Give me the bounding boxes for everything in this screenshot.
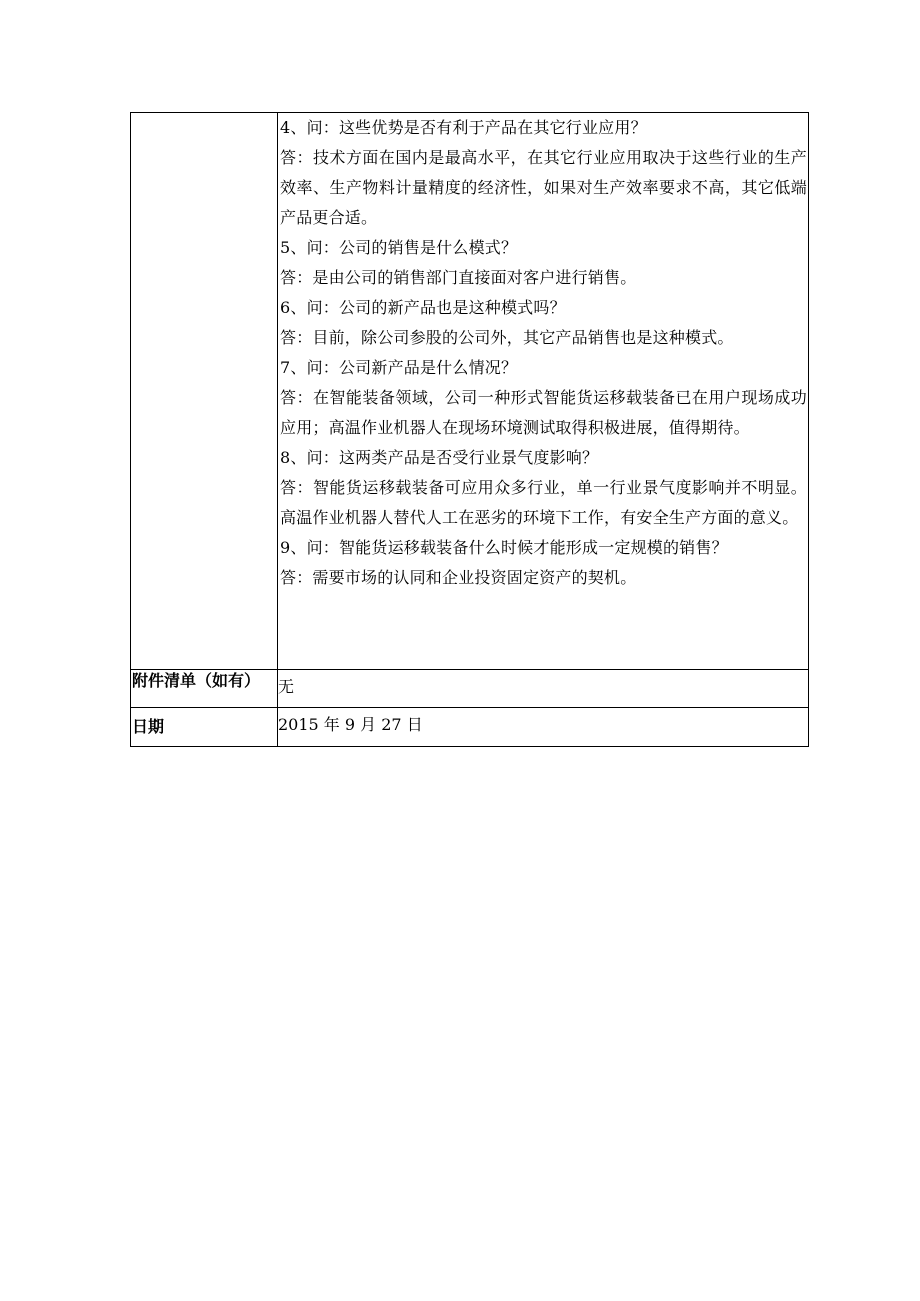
qa-line-a6: 答：目前，除公司参股的公司外，其它产品销售也是这种模式。 xyxy=(280,328,734,347)
date-row xyxy=(131,708,809,747)
qa-content-cell xyxy=(278,113,809,670)
qa-line-a9: 答：需要市场的认同和企业投资固定资产的契机。 xyxy=(280,568,637,587)
qa-line-q9: 9、问：智能货运移载装备什么时候才能形成一定规模的销售？ xyxy=(280,538,728,557)
qa-line-q4: 4、问：这些优势是否有利于产品在其它行业应用？ xyxy=(280,118,647,137)
record-table xyxy=(130,112,809,747)
qa-row xyxy=(131,113,809,670)
qa-line-q8: 8、问：这两类产品是否受行业景气度影响？ xyxy=(280,448,599,467)
qa-line-q7: 7、问：公司新产品是什么情况？ xyxy=(280,358,518,377)
qa-line-a7: 答：在智能装备领域，公司一种形式智能货运移载装备已在用户现场成功应用；高温作业机器人在现场环境测试取得积极进展，值得期待。 xyxy=(280,388,807,437)
qa-line-a8: 答：智能货运移载装备可应用众多行业，单一行业景气度影响并不明显。高温作业机器人替代人工在恶劣的环境下工作，有安全生产方面的意义。 xyxy=(280,478,807,527)
qa-line-a5: 答：是由公司的销售部门直接面对客户进行销售。 xyxy=(280,268,637,287)
date-value: 2015 年 9 月 27 日 xyxy=(278,708,809,747)
qa-label-cell xyxy=(131,113,278,670)
qa-line-q5: 5、问：公司的销售是什么模式？ xyxy=(280,238,518,257)
attachment-row xyxy=(131,670,809,708)
date-label: 日期 xyxy=(131,708,278,747)
qa-line-a4: 答：技术方面在国内是最高水平，在其它行业应用取决于这些行业的生产效率、生产物料计量精度的经济性，如果对生产效率要求不高，其它低端产品更合适。 xyxy=(280,148,807,227)
attachment-label: 附件清单（如有） xyxy=(131,670,278,708)
qa-line-q6: 6、问：公司的新产品也是这种模式吗？ xyxy=(280,298,566,317)
attachment-value: 无 xyxy=(278,670,809,708)
